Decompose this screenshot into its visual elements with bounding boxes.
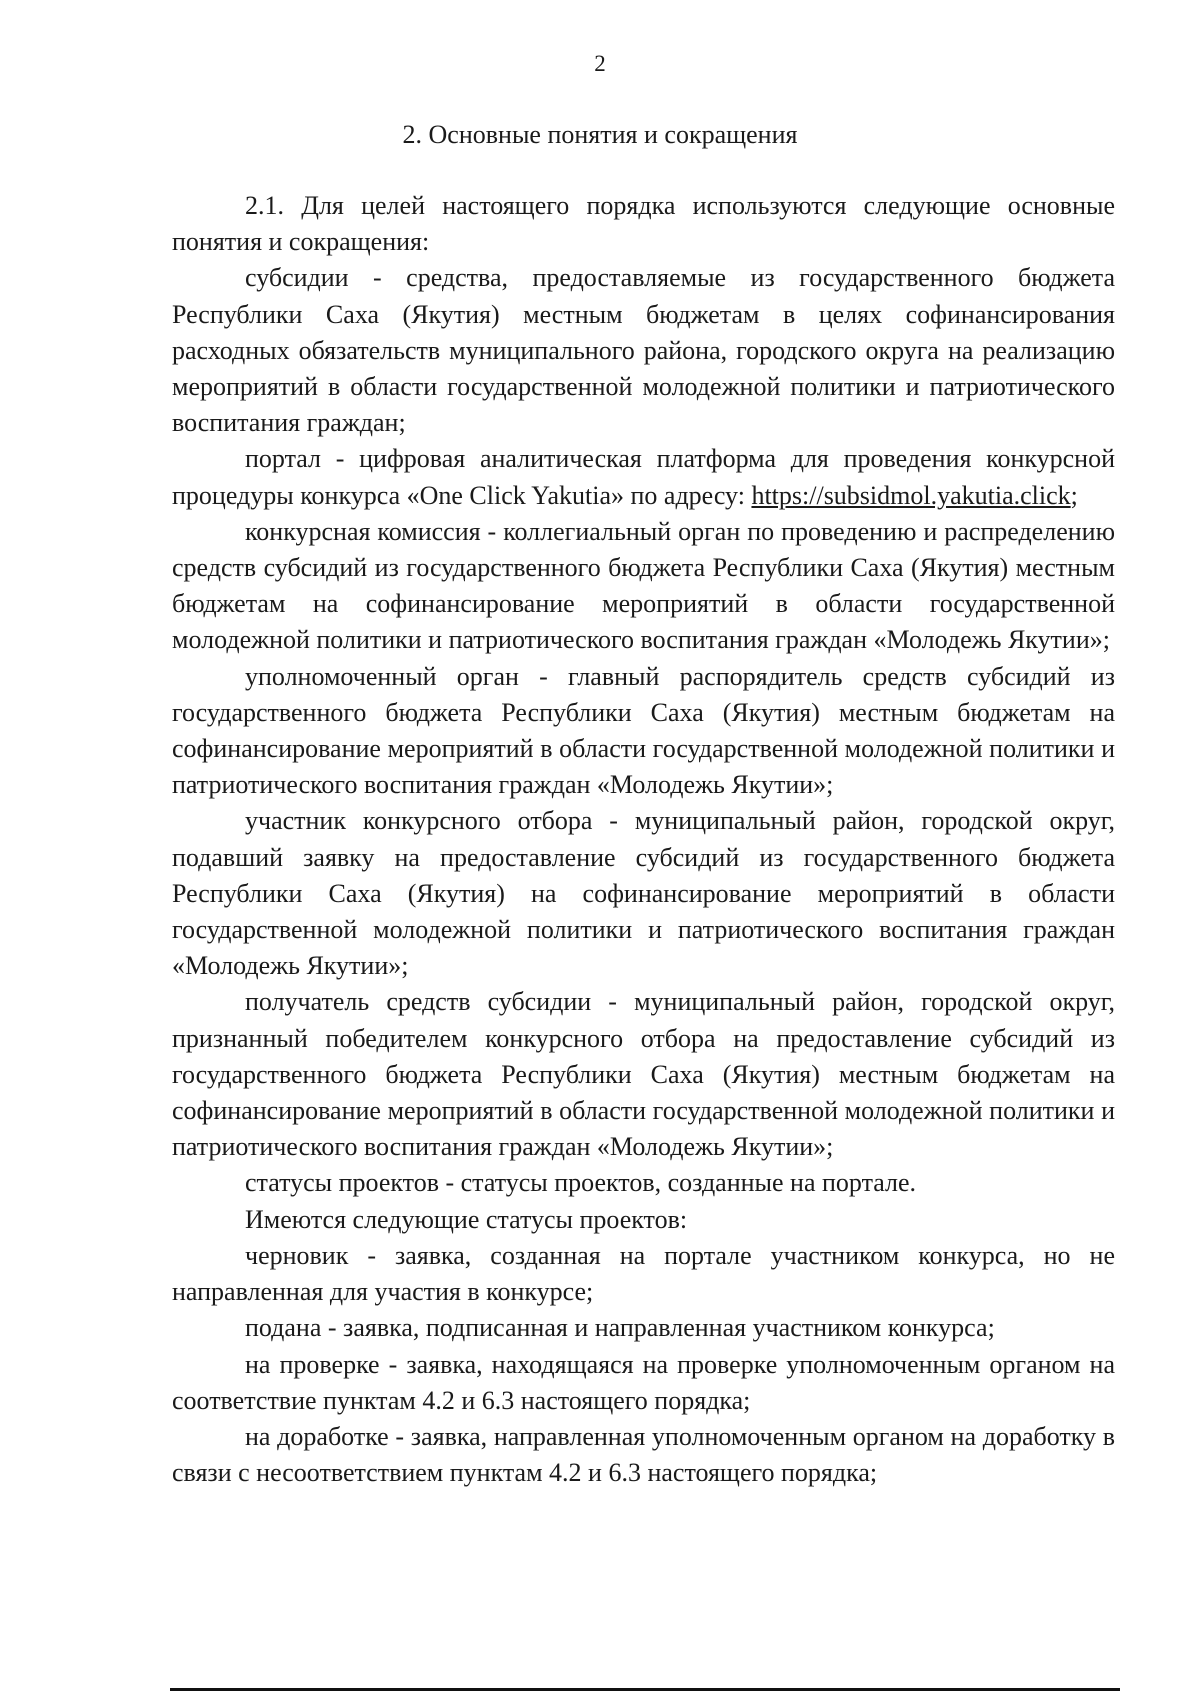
bottom-divider — [170, 1688, 1120, 1691]
paragraph-commission: конкурсная комиссия - коллегиальный орган по проведению и распределению средств субсидий из государственного бюджета Республики Саха (Якутия) местным бюджетам на софинансирование мероприятий в области государственной молодежной политики и патриотического воспитания граждан «Молодежь Якутии»; — [172, 516, 1115, 655]
paragraph-subsidies: субсидии - средства, предоставляемые из государственного бюджета Республики Саха (Якутия) местным бюджетам в целях софинансирования расходных обязательств муниципального района, городского округа на реализацию мероприятий в области государственной молодежной политики и патриотического воспитания граждан; — [172, 263, 1115, 438]
paragraph-status-draft: черновик - заявка, созданная на портале участником конкурса, но не направленная для участия в конкурсе; — [172, 1240, 1115, 1307]
paragraph-authorized-body: уполномоченный орган - главный распорядитель средств субсидий из государственного бюджета Республики Саха (Якутия) местным бюджетам на софинансирование мероприятий в области государственной молодежной политики и патриотического воспитания граждан «Молодежь Якутии»; — [172, 661, 1115, 800]
portal-definition-end: ; — [1070, 480, 1078, 510]
paragraph-statuses-list-intro: Имеются следующие статусы проектов: — [245, 1204, 688, 1234]
paragraph-portal — [172, 441, 1115, 513]
paragraph-status-under-review: на проверке - заявка, находящаяся на проверке уполномоченным органом на соответствие пунктам 4.2 и 6.3 настоящего порядка; — [172, 1349, 1115, 1415]
portal-definition-text: портал - цифровая аналитическая платформа для проведения конкурсной процедуры конкурса «One Click Yakutia» по адресу: — [172, 444, 1115, 510]
page-number: 2 — [594, 51, 606, 76]
section-title: 2. Основные понятия и сокращения — [402, 120, 798, 149]
paragraph-definitions-intro: 2.1. Для целей настоящего порядка используются следующие основные понятия и сокращения: — [172, 191, 1115, 257]
portal-url-link[interactable]: https://subsidmol.yakutia.click — [751, 480, 1071, 510]
paragraph-status-submitted: подана - заявка, подписанная и направленная участником конкурса; — [245, 1313, 995, 1343]
document-body — [172, 188, 1115, 1491]
paragraph-recipient: получатель средств субсидии - муниципальный район, городской округ, признанный победителем конкурсного отбора на предоставление субсидий из государственного бюджета Республики Саха (Якутия) местным бюджетам на софинансирование мероприятий в области государственной молодежной политики и патриотического воспитания граждан «Молодежь Якутии»; — [172, 987, 1115, 1162]
paragraph-project-statuses: статусы проектов - статусы проектов, созданные на портале. — [245, 1168, 917, 1198]
paragraph-participant: участник конкурсного отбора - муниципальный район, городской округ, подавший заявку на предоставление субсидий из государственного бюджета Республики Саха (Якутия) на софинансирование мероприятий в области государственной молодежной политики и патриотического воспитания граждан «Молодежь Якутии»; — [172, 806, 1115, 981]
paragraph-status-revision: на доработке - заявка, направленная уполномоченным органом на доработку в связи с несоответствием пунктам 4.2 и 6.3 настоящего порядка; — [172, 1421, 1115, 1488]
